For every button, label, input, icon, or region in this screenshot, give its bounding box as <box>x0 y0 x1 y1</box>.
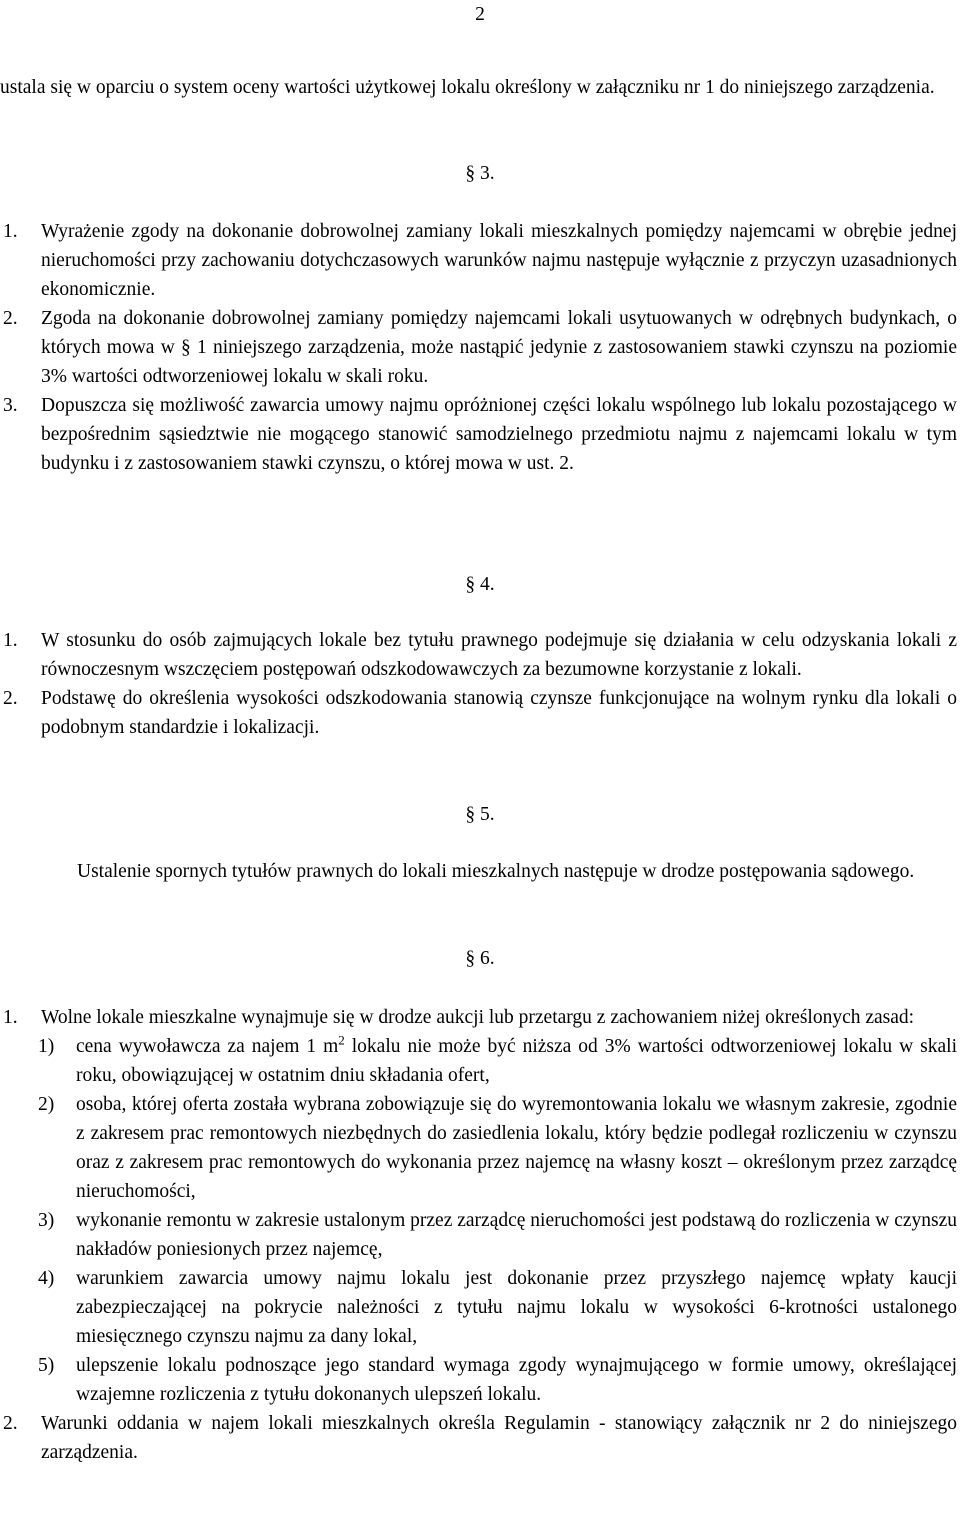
paragraph-text: Wyrażenie zgody na dokonanie dobrowolnej zamiany lokali mieszkalnych pomiędzy najemcami w obrębie jednej nieruchomości przy zachowaniu dotychczasowych warunków najmu następuje wyłącznie z przyczyn uzasadnionych ekonomicznie. <box>41 221 957 300</box>
paragraph-text: Podstawę do określenia wysokości odszkodowania stanowią czynsze funkcjonujące na wolnym rynku dla lokali o podobnym standardzie i lokalizacji. <box>41 688 957 738</box>
paragraph-number: 1. <box>3 630 18 651</box>
paragraph <box>0 1409 957 1467</box>
section-4-body <box>0 626 957 742</box>
sub-item <box>38 1351 957 1409</box>
sub-item-number: 5) <box>38 1355 55 1376</box>
sub-item <box>38 1032 957 1090</box>
paragraph-number: 2. <box>3 308 18 329</box>
paragraph <box>0 626 957 684</box>
sub-item-number: 4) <box>38 1268 55 1289</box>
paragraph-text: Wolne lokale mieszkalne wynajmuje się w drodze aukcji lub przetargu z zachowaniem niżej określonych zasad: <box>41 1007 915 1028</box>
sub-item <box>38 1090 957 1206</box>
paragraph <box>0 684 957 742</box>
paragraph-number: 2. <box>3 1413 18 1434</box>
paragraph-text: W stosunku do osób zajmujących lokale bez tytułu prawnego podejmuje się działania w celu odzyskania lokali z równoczesnym wszczęciem postępowań odszkodowawczych za bezumowne korzystanie z lokali. <box>41 630 957 680</box>
section-3-body <box>0 217 957 478</box>
sub-item-number: 3) <box>38 1210 55 1231</box>
paragraph-text: Zgoda na dokonanie dobrowolnej zamiany pomiędzy najemcami lokali usytuowanych w odrębnych budynkach, o których mowa w § 1 niniejszego zarządzenia, może nastąpić jedynie z zastosowaniem stawki czynszu na poziomie 3% wartości odtworzeniowej lokalu w skali roku. <box>41 308 957 387</box>
paragraph <box>0 304 957 391</box>
sub-item-number: 2) <box>38 1094 55 1115</box>
section-heading-6: § 6. <box>465 948 495 969</box>
sub-item <box>38 1264 957 1351</box>
sub-item-number: 1) <box>38 1036 55 1057</box>
paragraph <box>0 391 957 478</box>
paragraph-number: 1. <box>3 221 18 242</box>
sub-item-text <box>76 1032 957 1090</box>
sub-item-text-part: lokalu nie może być niższa od 3% wartości odtworzeniowej lokalu w skali roku, obowiązującej w ostatnim dniu składania ofert, <box>76 1036 958 1086</box>
paragraph-number: 1. <box>3 1007 18 1028</box>
paragraph <box>0 217 957 304</box>
section-5-text: Ustalenie spornych tytułów prawnych do lokali mieszkalnych następuje w drodze postępowania sądowego. <box>77 861 915 882</box>
section-heading-3: § 3. <box>465 163 495 184</box>
paragraph-text: Dopuszcza się możliwość zawarcia umowy najmu opróżnionej części lokalu wspólnego lub lokalu pozostającego w bezpośrednim sąsiedztwie nie mogącego stanowić samodzielnego przedmiotu najmu z najemcami lokalu w tym budynku i z zastosowaniem stawki czynszu, o której mowa w ust. 2. <box>41 395 957 474</box>
superscript: 2 <box>338 1032 345 1048</box>
section-heading-5: § 5. <box>465 804 495 825</box>
sub-item-text: warunkiem zawarcia umowy najmu lokalu jest dokonanie przez przyszłego najemcę wpłaty kaucji zabezpieczającej na pokrycie należności z tytułu najmu lokalu w wysokości 6-krotności ustalonego miesięcznego czynszu najmu za dany lokal, <box>76 1268 957 1347</box>
sub-item <box>38 1206 957 1264</box>
paragraph <box>0 1003 957 1032</box>
section-heading-4: § 4. <box>465 574 495 595</box>
sub-item-text: wykonanie remontu w zakresie ustalonym przez zarządcę nieruchomości jest podstawą do rozliczenia w czynszu nakładów poniesionych przez najemcę, <box>76 1210 957 1260</box>
paragraph-text: Warunki oddania w najem lokali mieszkalnych określa Regulamin - stanowiący załącznik nr 2 do niniejszego zarządzenia. <box>41 1413 957 1463</box>
page-number: 2 <box>475 4 485 25</box>
paragraph-number: 2. <box>3 688 18 709</box>
sub-item-text: osoba, której oferta została wybrana zobowiązuje się do wyremontowania lokalu we własnym zakresie, zgodnie z zakresem prac remontowych niezbędnych do zasiedlenia lokalu, który będzie podlegał rozliczeniu w czynszu oraz z zakresem prac remontowych do wykonania przez najemcę na własny koszt – określonym przez zarządcę nieruchomości, <box>76 1094 957 1202</box>
sub-item-text: ulepszenie lokalu podnoszące jego standard wymaga zgody wynajmującego w formie umowy, określającej wzajemne rozliczenia z tytułu dokonanych ulepszeń lokalu. <box>76 1355 957 1405</box>
paragraph-number: 3. <box>3 395 18 416</box>
sub-item-text-part: cena wywoławcza za najem 1 m <box>76 1036 339 1057</box>
section-6-body <box>0 1003 957 1467</box>
intro-paragraph: ustala się w oparciu o system oceny wartości użytkowej lokalu określony w załączniku nr 1 do niniejszego zarządzenia. <box>0 77 935 98</box>
